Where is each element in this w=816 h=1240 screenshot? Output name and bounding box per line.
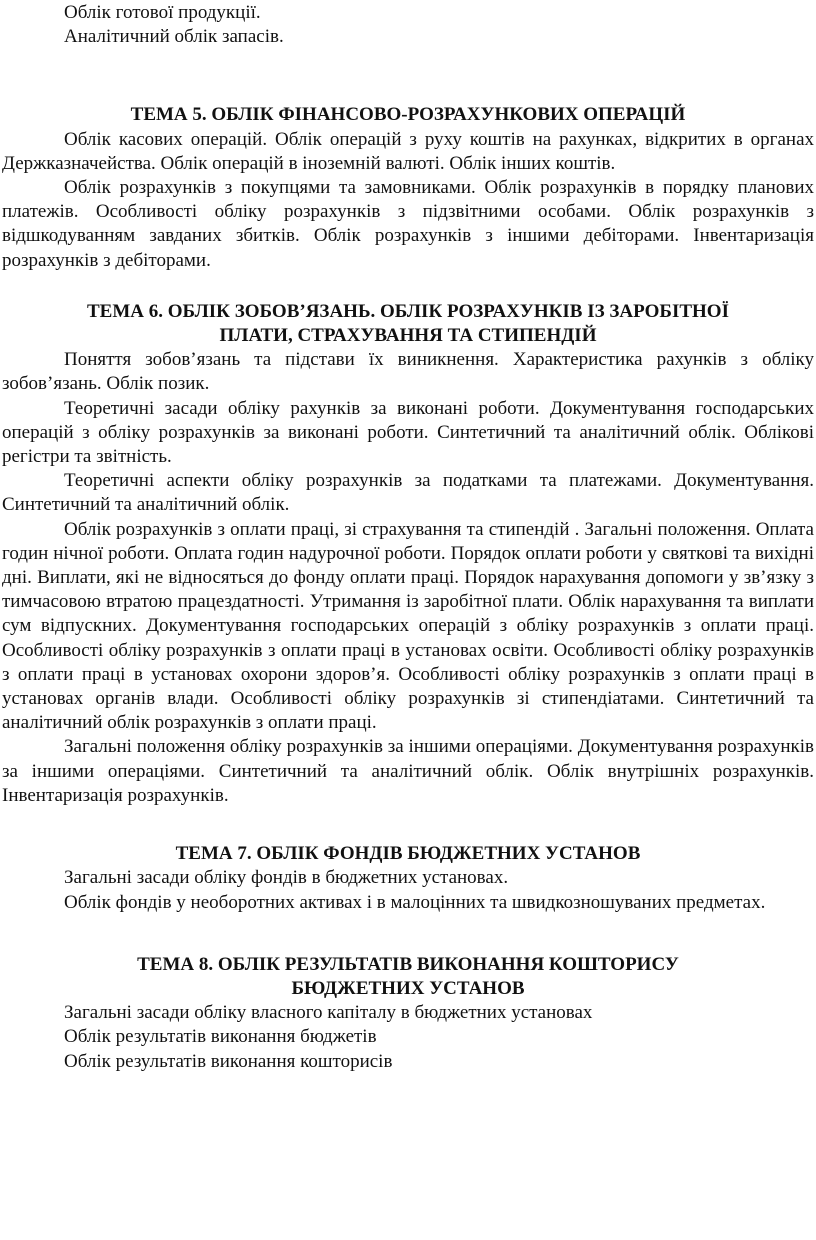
section-tema-5 [2,103,814,272]
section-heading: ТЕМА 7. ОБЛІК ФОНДІВ БЮДЖЕТНИХ УСТАНОВ [175,843,641,865]
section-tema-6 [2,300,814,808]
paragraph: Теоретичні аспекти обліку розрахунків за податками та платежами. Документування. Синтетичний та аналітичний облік. [2,470,814,516]
paragraph: Загальні засади обліку фондів в бюджетних установах. [64,867,509,889]
paragraph: Облік розрахунків з оплати праці, зі страхування та стипендій . Загальні положення. Оплата годин нічної роботи. Оплата годин надурочної роботи. Порядок оплати роботи у святкові та вихідні дні. Виплати, які не відносяться до фонду оплати праці. Порядок нарахування допомоги у зв’язку з тимчасовою втратою працездатності. Утримання із заробітної плати. Облік нарахування та виплати сум відпускних. Документування господарських операцій з обліку розрахунків з оплати праці. Особливості обліку розрахунків з оплати праці в установах освіти. Особливості обліку розрахунків з оплати праці в установах охорони здоров’я. Особливості обліку розрахунків з оплати праці в установах органів влади. Особливості обліку розрахунків зі стипендіатами. Синтетичний та аналітичний облік розрахунків з оплати праці. [2,518,814,734]
document-page [0,1,816,1240]
text-line: Облік результатів виконання бюджетів [64,1026,377,1048]
section-tema-8 [2,953,814,1074]
section-heading: ТЕМА 8. ОБЛІК РЕЗУЛЬТАТІВ ВИКОНАННЯ КОШТОРИСУ БЮДЖЕТНИХ УСТАНОВ [137,953,679,999]
text-line: Облік готової продукції. [64,2,261,23]
paragraph: Загальні положення обліку розрахунків за іншими операціями. Документування розрахунків за іншими операціями. Синтетичний та аналітичний облік. Облік внутрішніх розрахунків. Інвентаризація розрахунків. [2,736,814,806]
paragraph: Облік фондів у необоротних активах і в малоцінних та швидкозношуваних предметах. [64,891,766,913]
section-heading: ТЕМА 5. ОБЛІК ФІНАНСОВО-РОЗРАХУНКОВИХ ОПЕРАЦІЙ [130,104,686,126]
paragraph: Теоретичні засади обліку рахунків за виконані роботи. Документування господарських операцій з обліку розрахунків за виконані роботи. Синтетичний та аналітичний облік. Облікові регістри та звітність. [2,397,814,468]
section-tema-7 [2,842,814,915]
text-line: Облік результатів виконання кошторисів [64,1050,393,1072]
text-line: Загальні засади обліку власного капіталу в бюджетних установах [64,1002,593,1024]
text-line: Аналітичний облік запасів. [64,26,284,48]
section-heading: ТЕМА 6. ОБЛІК ЗОБОВ’ЯЗАНЬ. ОБЛІК РОЗРАХУНКІВ ІЗ ЗАРОБІТНОЇ ПЛАТИ, СТРАХУВАННЯ ТА СТИПЕНДІЙ [87,300,729,347]
paragraph: Облік касових операцій. Облік операцій з руху коштів на рахунках, відкритих в органах Держказначейства. Облік операцій в іноземній валюті. Облік інших коштів. [2,128,814,174]
paragraph: Поняття зобов’язань та підстави їх виникнення. Характеристика рахунків з обліку зобов’язань. Облік позик. [2,349,814,395]
paragraph: Облік розрахунків з покупцями та замовниками. Облік розрахунків в порядку планових платежів. Особливості обліку розрахунків з підзвітними особами. Облік розрахунків з відшкодуванням завданих збитків. Облік розрахунків з іншими дебіторами. Інвентаризація розрахунків з дебіторами. [2,177,814,271]
